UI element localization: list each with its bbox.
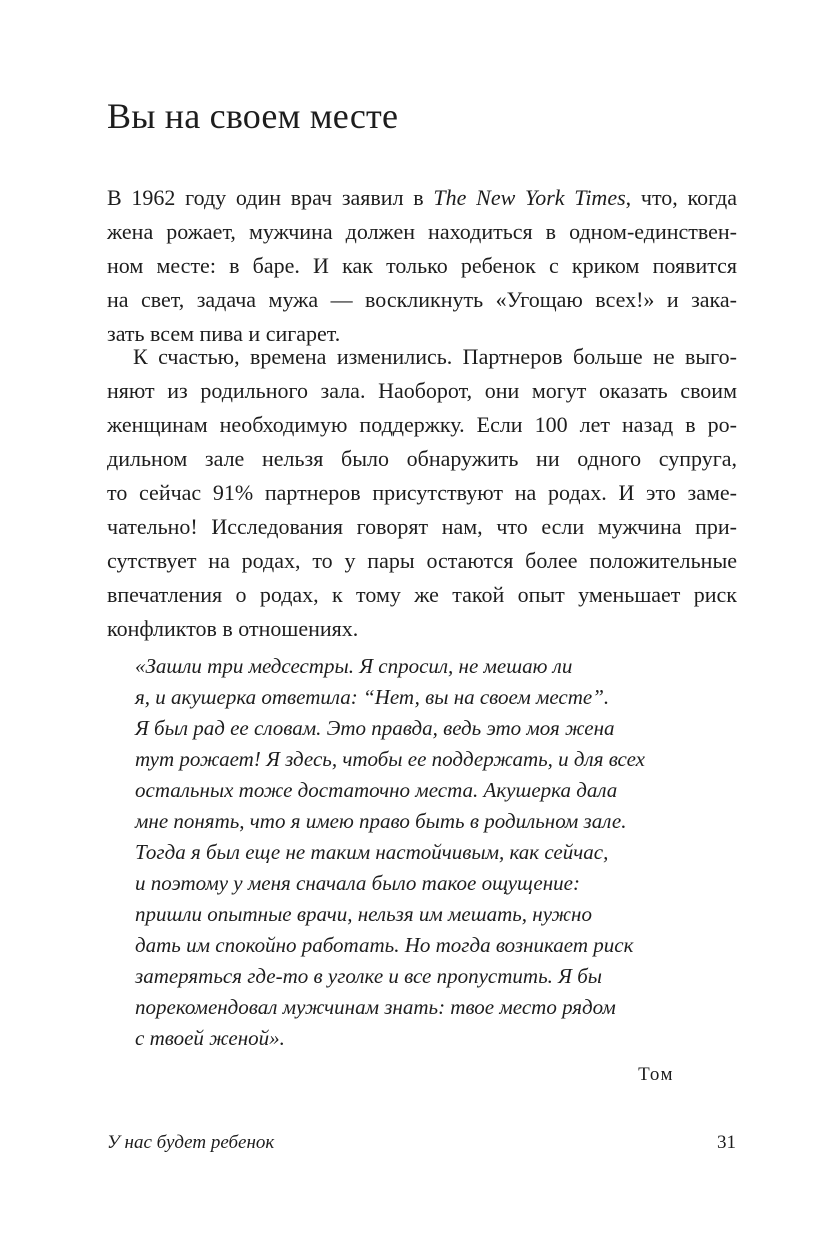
paragraph-line: [107, 181, 737, 215]
paragraph-line: то сейчас 91% партнеров присутствуют на родах. И это заме-: [107, 480, 737, 505]
quote-line: «Зашли три медсестры. Я спросил, не мешаю ли: [135, 654, 573, 678]
paragraph-line: ном месте: в баре. И как только ребенок с криком появится: [107, 253, 737, 278]
quote-line: Я был рад ее словам. Это правда, ведь это моя жена: [135, 716, 615, 740]
quote-line: порекомендовал мужчинам знать: твое место рядом: [135, 995, 616, 1019]
paragraph-line: сутствует на родах, то у пары остаются более положительные: [107, 548, 737, 573]
quote-line: Тогда я был еще не таким настойчивым, как сейчас,: [135, 840, 609, 864]
quote-line: я, и акушерка ответила: “Нет, вы на своем месте”.: [135, 685, 610, 709]
quote-line: и поэтому у меня сначала было такое ощущение:: [135, 871, 580, 895]
paragraph-line: чательно! Исследования говорят нам, что если мужчина при-: [107, 514, 737, 539]
paragraph-line: впечатления о родах, к тому же такой опыт уменьшает риск: [107, 582, 737, 607]
paragraph-main: [107, 340, 737, 646]
quote-line: тут рожает! Я здесь, чтобы ее поддержать, и для всех: [135, 747, 645, 771]
quote-line: мне понять, что я имею право быть в родильном зале.: [135, 809, 627, 833]
paragraph-line: на свет, задача мужа — воскликнуть «Угощаю всех!» и зака-: [107, 287, 737, 312]
running-footer-title: У нас будет ребенок: [107, 1132, 275, 1153]
quote-line: с твоей женой».: [135, 1026, 285, 1050]
paragraph-line: конфликтов в отношениях.: [107, 616, 359, 641]
paragraph-line: женщинам необходимую поддержку. Если 100 лет назад в ро-: [107, 412, 737, 437]
newspaper-title: The New York Times: [433, 185, 626, 210]
quote-line: затеряться где-то в уголке и все пропустить. Я бы: [135, 964, 602, 988]
block-quote: [135, 651, 645, 1054]
paragraph-intro: [107, 181, 737, 351]
quote-line: пришли опытные врачи, нельзя им мешать, нужно: [135, 902, 592, 926]
paragraph-line: зать всем пива и сигарет.: [107, 321, 341, 346]
paragraph-line: К счастью, времена изменились. Партнеров больше не выго-: [133, 344, 737, 369]
quote-author: Том: [638, 1064, 674, 1085]
paragraph-line: няют из родильного зала. Наоборот, они могут оказать своим: [107, 378, 737, 403]
page-number: 31: [717, 1132, 736, 1153]
quote-line: дать им спокойно работать. Но тогда возникает риск: [135, 933, 634, 957]
paragraph-line: дильном зале нельзя было обнаружить ни одного супруга,: [107, 446, 737, 471]
line-text: , что, когда: [625, 185, 737, 210]
quote-line: остальных тоже достаточно места. Акушерка дала: [135, 778, 618, 802]
section-heading: Вы на своем месте: [107, 96, 399, 136]
paragraph-line: жена рожает, мужчина должен находиться в одном-единствен-: [107, 219, 737, 244]
line-text: В 1962 году один врач заявил в: [107, 185, 434, 210]
